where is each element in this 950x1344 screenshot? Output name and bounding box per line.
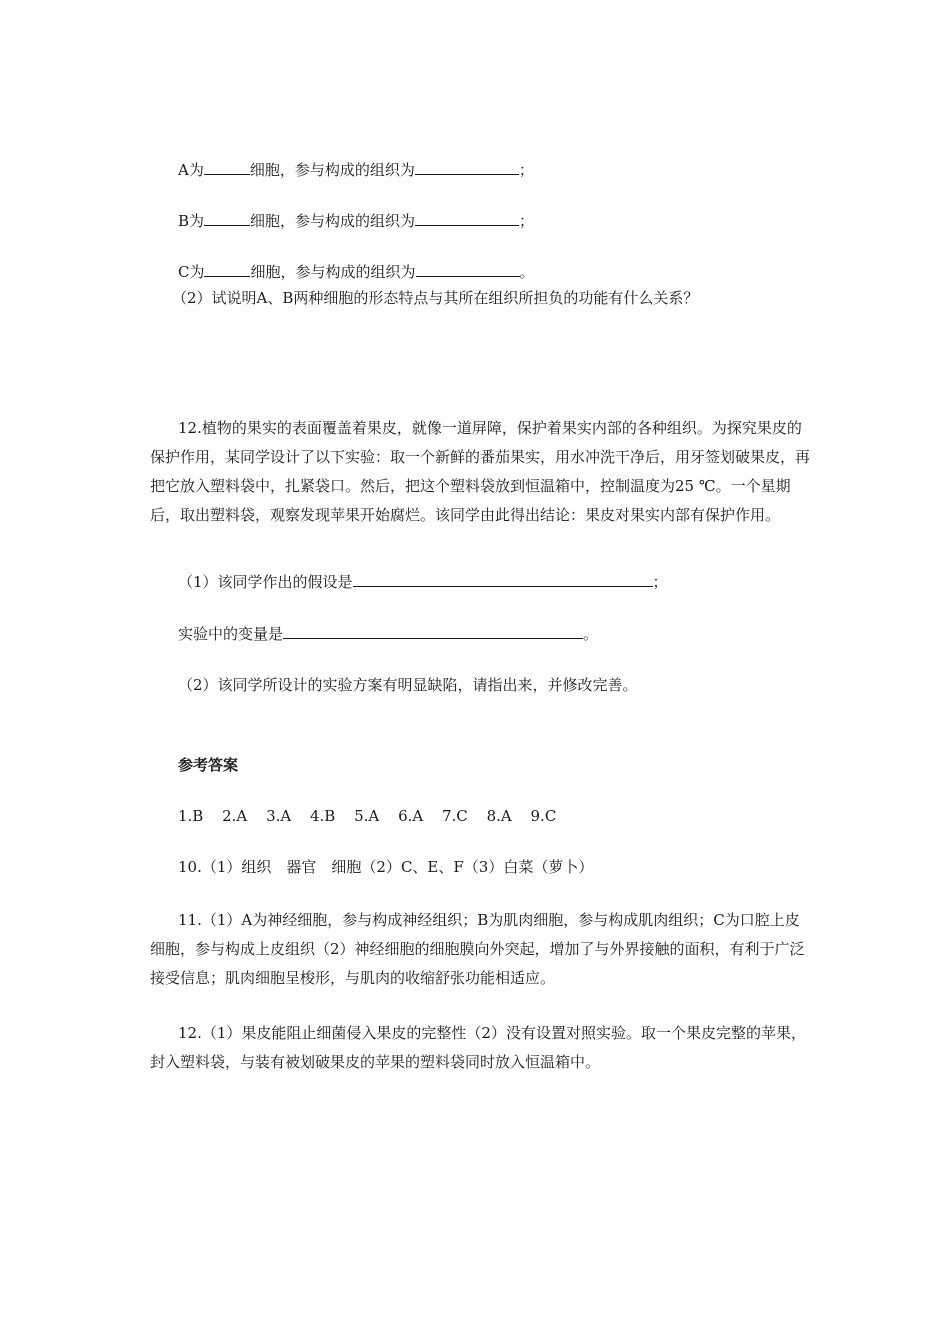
q12-part2: （2）该同学所设计的实验方案有明显缺陷，请指出来，并修改完善。 [178,676,638,694]
q11-part2: （2）试说明A、B两种细胞的形态特点与其所在组织所担负的功能有什么关系？ [172,289,699,307]
mc-answer-7: 7.C [442,807,468,825]
q11-line-c-middle: 细胞，参与构成的组织为 [250,263,416,281]
q11-line-b [178,210,534,232]
blank-a-tissue[interactable] [415,160,519,175]
q12-variable-end: 。 [583,625,599,643]
mc-answer-4: 4.B [310,807,336,825]
answer-12: 12.（1）果皮能阻止细菌侵入果皮的完整性（2）没有设置对照实验。取一个果皮完整的苹果，封入塑料袋，与装有被划破果皮的苹果的塑料袋同时放入恒温箱中。 [150,1024,806,1071]
q11-line-a-end: ； [518,161,534,179]
q12-part1 [178,571,668,593]
q11-line-c-prefix: C为 [178,263,205,281]
q12-part1-prefix: （1）该同学作出的假设是 [178,573,353,591]
q11-line-b-end: ； [519,212,535,230]
blank-a-cell[interactable] [204,160,250,175]
answers-heading: 参考答案 [178,756,239,774]
q11-line-a-middle: 细胞，参与构成的组织为 [249,161,415,179]
blank-b-tissue[interactable] [415,211,519,226]
blank-c-cell[interactable] [204,262,250,277]
blank-variable[interactable] [283,624,583,639]
q12-variable-prefix: 实验中的变量是 [178,625,284,643]
q11-line-c-end: 。 [519,263,535,281]
mc-answer-5: 5.A [354,807,380,825]
answer-11: 11.（1）A为神经细胞，参与构成神经组织；B为肌肉细胞，参与构成肌肉组织；C为口腔上皮细胞，参与构成上皮组织（2）神经细胞的细胞膜向外突起，增加了与外界接触的面积，有利于广泛接受信息；肌肉细胞呈梭形，与肌肉的收缩舒张功能相适应。 [150,911,805,987]
q11-line-a [178,159,534,181]
blank-c-tissue[interactable] [416,262,520,277]
mc-answer-8: 8.A [486,807,512,825]
q11-line-a-prefix: A为 [178,161,204,179]
blank-b-cell[interactable] [204,211,250,226]
q12-part1-end: ； [652,573,668,591]
mc-answer-3: 3.A [266,807,292,825]
mc-answer-2: 2.A [222,807,248,825]
q12-stem: 12.植物的果实的表面覆盖着果皮，就像一道屏障，保护着果实内部的各种组织。为探究果皮的保护作用，某同学设计了以下实验：取一个新鲜的番茄果实，用水冲洗干净后，用牙签划破果皮，再把它放入塑料袋中，扎紧袋口。然后，把这个塑料袋放到恒温箱中，控制温度为25 ℃。一个星期后，取出塑料袋，观察发现苹果开始腐烂。该同学由此得出结论：果皮对果实内部有保护作用。 [150,419,811,524]
q11-line-c [178,261,535,283]
q11-line-b-prefix: B为 [178,212,205,230]
q12-variable [178,623,598,645]
mc-answer-6: 6.A [398,807,424,825]
answer-10: 10.（1）组织 器官 细胞（2）C、E、F（3）白菜（萝卜） [178,858,594,876]
answers-mc [178,805,570,827]
q11-line-b-middle: 细胞，参与构成的组织为 [250,212,416,230]
blank-hypothesis[interactable] [353,572,653,587]
mc-answer-9: 9.C [530,807,557,825]
mc-answer-1: 1.B [178,807,204,825]
